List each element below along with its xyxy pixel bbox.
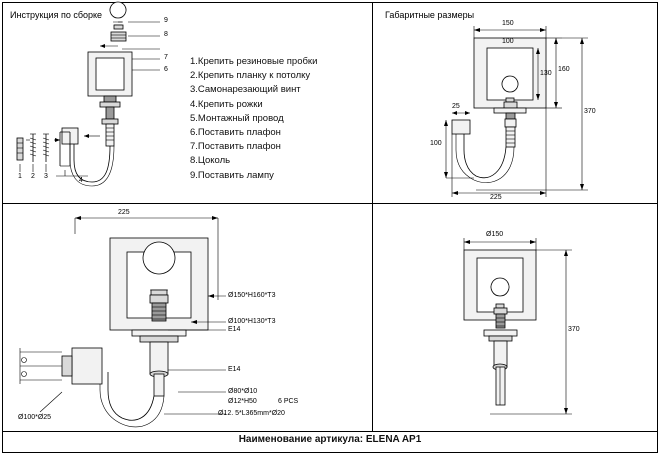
callout-6: 6	[164, 66, 168, 73]
dim-total-height-bottom: 370	[568, 326, 580, 333]
dim-height-outer: 160	[558, 66, 570, 73]
dim-diameter-bottom: Ø150	[486, 231, 504, 238]
dim-projection: 225	[490, 194, 502, 201]
assembly-step: 5.Монтажный провод	[190, 112, 284, 124]
callout-3: 3	[44, 173, 48, 180]
dim-width-outer: 150	[502, 20, 514, 27]
callout-8: 8	[164, 31, 168, 38]
screw-qty: 6 PCS	[278, 398, 299, 405]
shade-inner-spec: Ø100*H130*T3	[228, 318, 276, 325]
plate-spec: Ø80*Ø10	[228, 388, 258, 395]
wire-spec: Ø12. 5*L365mm*Ø20	[218, 410, 285, 417]
assembly-step: 6.Поставить плафон	[190, 127, 281, 139]
callout-4: 4	[79, 177, 83, 184]
dim-total-height-top: 370	[584, 108, 596, 115]
callout-7: 7	[164, 54, 168, 61]
assembly-step: 7.Поставить плафон	[190, 141, 281, 153]
assembly-step: 3.Самонарезающий винт	[190, 84, 301, 96]
assembly-step: 1.Крепить резиновые пробки	[190, 56, 318, 67]
socket-bottom-spec: E14	[228, 366, 241, 373]
assembly-step: 2.Крепить планку к потолку	[190, 70, 311, 82]
screw-spec: Ø12*H50	[228, 398, 257, 405]
panel-title-dimensions: Габаритные размеры	[385, 10, 475, 20]
callout-9: 9	[164, 17, 168, 24]
dim-bracket-depth: 25	[452, 103, 460, 110]
article-name: Наименование артикула: ELENA AP1	[238, 434, 422, 445]
callout-1: 1	[18, 173, 22, 180]
shade-outer-spec: Ø150*H160*T3	[228, 292, 276, 299]
dim-height-inner: 130	[540, 70, 552, 77]
assembly-step: 4.Крепить рожки	[190, 98, 263, 110]
dim-width-inner: 100	[502, 38, 514, 45]
dim-bracket-length: 100	[430, 140, 442, 147]
callout-2: 2	[31, 173, 35, 180]
assembly-step: 9.Поставить лампу	[190, 169, 274, 181]
base-spec: Ø100*Ø25	[18, 414, 52, 421]
detail-width-label: 225	[118, 209, 130, 216]
assembly-step: 8.Цоколь	[190, 155, 231, 167]
socket-top-spec: E14	[228, 326, 241, 333]
panel-title-assembly: Инструкция по сборке	[10, 10, 103, 20]
